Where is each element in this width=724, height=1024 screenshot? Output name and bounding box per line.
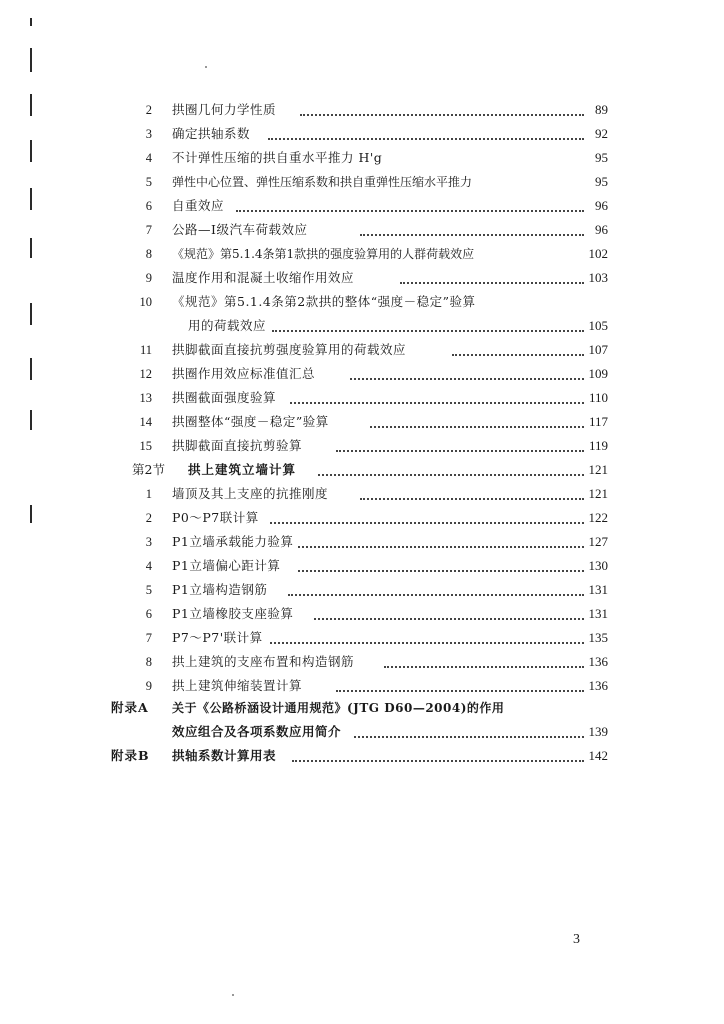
- entry-title: P1立墙承载能力验算: [172, 534, 294, 549]
- dot-leader: [370, 411, 584, 433]
- entry-page: 103: [588, 270, 608, 285]
- entry-number: 14: [139, 415, 152, 429]
- entry-number: 10: [139, 295, 152, 309]
- entry-number: 12: [139, 367, 152, 381]
- entry-page: 95: [595, 174, 608, 189]
- entry-number: 1: [145, 487, 152, 501]
- entry-title: 拱上建筑的支座布置和构造钢筋: [172, 654, 355, 669]
- entry-page: 95: [595, 150, 608, 165]
- toc-appendix-a[interactable]: [0, 697, 724, 719]
- entry-title: 拱上建筑伸缩装置计算: [172, 678, 303, 693]
- entry-page: 109: [588, 366, 608, 381]
- entry-number: 2: [145, 103, 152, 117]
- dot-leader: [452, 339, 584, 361]
- entry-page: 131: [588, 606, 608, 621]
- page-number: 3: [573, 932, 580, 947]
- toc-entry[interactable]: [0, 195, 724, 217]
- toc-entry[interactable]: [0, 171, 724, 193]
- dot-leader: [336, 675, 584, 697]
- entry-page: 92: [595, 126, 608, 141]
- appendix-title: 拱轴系数计算用表: [172, 748, 277, 763]
- toc-entry[interactable]: [0, 291, 724, 313]
- toc-entry[interactable]: [0, 147, 724, 169]
- toc-entry[interactable]: [0, 387, 724, 409]
- entry-page: 142: [588, 748, 608, 763]
- toc-entry[interactable]: [0, 123, 724, 145]
- entry-title: 拱圈截面强度验算: [172, 390, 277, 405]
- entry-title: 公路—I级汽车荷载效应: [172, 222, 308, 237]
- dot-leader: [336, 435, 584, 457]
- entry-page: 107: [588, 342, 608, 357]
- toc-entry[interactable]: [0, 603, 724, 625]
- toc-entry[interactable]: [0, 627, 724, 649]
- entry-title: 不计弹性压缩的拱自重水平推力 H'g: [172, 150, 383, 165]
- entry-title: 墙顶及其上支座的抗推刚度: [172, 486, 329, 501]
- entry-page: 121: [588, 462, 608, 477]
- dot-leader: [350, 363, 584, 385]
- entry-page: 105: [588, 318, 608, 333]
- dot-leader: [360, 483, 584, 505]
- toc-entry[interactable]: [0, 219, 724, 241]
- entry-title: 拱脚截面直接抗剪验算: [172, 438, 303, 453]
- dot-leader: [270, 627, 584, 649]
- appendix-label: 附录B: [111, 748, 150, 763]
- entry-page: 131: [588, 582, 608, 597]
- toc-entry[interactable]: [0, 555, 724, 577]
- section-title: 拱上建筑立墙计算: [188, 462, 297, 477]
- entry-title: P1立墙偏心距计算: [172, 558, 281, 573]
- toc-entry[interactable]: [0, 651, 724, 673]
- toc-entry[interactable]: [0, 363, 724, 385]
- toc-entry[interactable]: [0, 243, 724, 265]
- toc-entry[interactable]: [0, 267, 724, 289]
- dot-leader: [290, 387, 584, 409]
- toc-entry[interactable]: [0, 579, 724, 601]
- entry-title: 拱圈作用效应标准值汇总: [172, 366, 316, 381]
- entry-page: 127: [588, 534, 608, 549]
- entry-title: P1立墙橡胶支座验算: [172, 606, 294, 621]
- entry-title: 温度作用和混凝土收缩作用效应: [172, 270, 355, 285]
- entry-number: 8: [145, 655, 152, 669]
- dot-leader: [318, 459, 584, 481]
- entry-number: 5: [145, 175, 152, 189]
- entry-page: 122: [588, 510, 608, 525]
- entry-title: 拱圈几何力学性质: [172, 102, 277, 117]
- toc-entry[interactable]: [0, 675, 724, 697]
- entry-number: 8: [145, 247, 152, 261]
- entry-page: 136: [588, 654, 608, 669]
- appendix-title: 关于《公路桥涵设计通用规范》(JTG D60—2004)的作用: [172, 701, 505, 715]
- toc-entry-continuation[interactable]: [0, 315, 724, 337]
- entry-number: 4: [145, 559, 152, 573]
- appendix-label: 附录A: [111, 700, 149, 715]
- entry-title: P0～P7联计算: [172, 510, 259, 525]
- entry-number: 6: [145, 607, 152, 621]
- entry-number: 7: [145, 223, 152, 237]
- entry-title: 用的荷载效应: [188, 318, 267, 333]
- entry-page: 110: [588, 390, 608, 405]
- appendix-title-continuation: 效应组合及各项系数应用简介: [172, 724, 342, 739]
- entry-number: 9: [145, 679, 152, 693]
- entry-page: 139: [588, 724, 608, 739]
- entry-title: 弹性中心位置、弹性压缩系数和拱自重弹性压缩水平推力: [172, 175, 473, 189]
- dot-leader: [300, 99, 584, 121]
- dot-leader: [360, 219, 584, 241]
- dot-leader: [272, 315, 584, 337]
- toc-entry[interactable]: [0, 435, 724, 457]
- toc-appendix-b[interactable]: [0, 745, 724, 767]
- dot-leader: [268, 123, 584, 145]
- dot-leader: [384, 651, 584, 673]
- entry-number: 2: [145, 511, 152, 525]
- entry-number: 11: [139, 343, 152, 357]
- section-number: 第2节: [132, 462, 165, 477]
- entry-page: 121: [588, 486, 608, 501]
- toc-entry[interactable]: [0, 507, 724, 529]
- dot-leader: [400, 267, 584, 289]
- entry-title: 拱圈整体“强度－稳定”验算: [172, 414, 329, 429]
- entry-title: P7～P7'联计算: [172, 630, 263, 645]
- entry-page: 102: [588, 246, 608, 261]
- toc-entry[interactable]: [0, 99, 724, 121]
- dot-leader: [288, 579, 584, 601]
- dot-leader: [314, 603, 584, 625]
- toc-entry[interactable]: [0, 483, 724, 505]
- entry-page: 136: [588, 678, 608, 693]
- dot-leader: [298, 555, 584, 577]
- dot-leader: [292, 745, 584, 767]
- entry-number: 9: [145, 271, 152, 285]
- toc-entry[interactable]: [0, 339, 724, 361]
- entry-number: 3: [145, 535, 152, 549]
- entry-title: P1立墙构造钢筋: [172, 582, 268, 597]
- entry-number: 5: [145, 583, 152, 597]
- dot-leader: [354, 721, 584, 743]
- entry-title: 自重效应: [172, 198, 225, 213]
- toc-appendix-a-continuation[interactable]: [0, 721, 724, 743]
- entry-page: 89: [595, 102, 608, 117]
- entry-number: 4: [145, 151, 152, 165]
- toc-section-entry[interactable]: [0, 459, 724, 481]
- entry-title: 确定拱轴系数: [172, 126, 251, 141]
- dot-leader: [236, 195, 584, 217]
- entry-page: 96: [595, 198, 608, 213]
- entry-page: 117: [588, 414, 608, 429]
- entry-number: 7: [145, 631, 152, 645]
- entry-title: 《规范》第5.1.4条第1款拱的强度验算用的人群荷载效应: [172, 247, 475, 261]
- entry-page: 130: [588, 558, 608, 573]
- toc-entry[interactable]: [0, 531, 724, 553]
- entry-page: 96: [595, 222, 608, 237]
- entry-number: 6: [145, 199, 152, 213]
- entry-number: 15: [139, 439, 152, 453]
- entry-title: 《规范》第5.1.4条第2款拱的整体“强度－稳定”验算: [172, 294, 476, 309]
- toc-entry[interactable]: [0, 411, 724, 433]
- entry-number: 3: [145, 127, 152, 141]
- entry-number: 13: [139, 391, 152, 405]
- dot-leader: [270, 507, 584, 529]
- dot-leader: [298, 531, 584, 553]
- entry-title: 拱脚截面直接抗剪强度验算用的荷载效应: [172, 342, 407, 357]
- entry-page: 135: [588, 630, 608, 645]
- entry-page: 119: [588, 438, 608, 453]
